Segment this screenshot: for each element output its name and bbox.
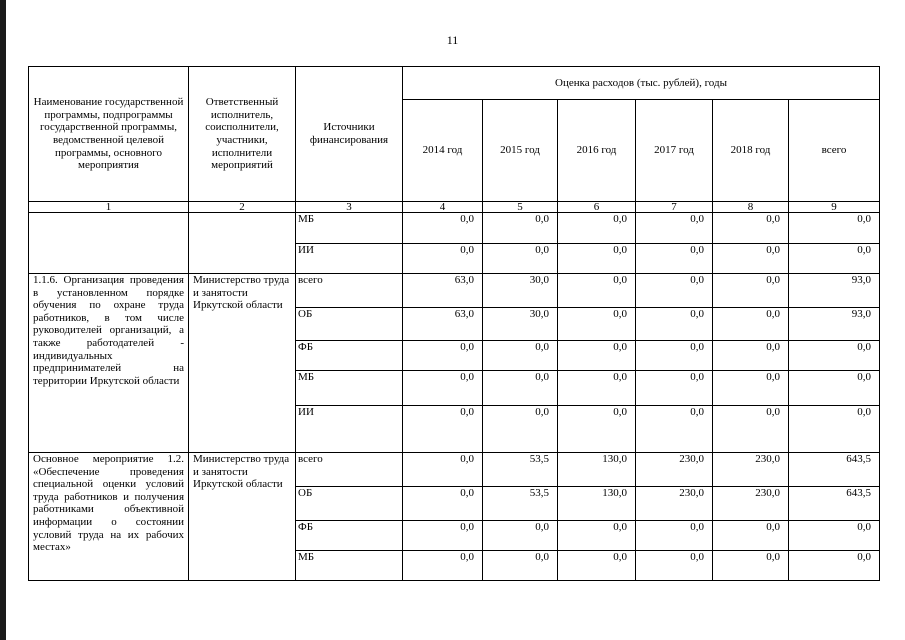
year-value-cell: 0,0 — [558, 308, 636, 341]
column-number: 3 — [296, 202, 403, 213]
header-total: всего — [789, 100, 880, 202]
year-value-cell: 0,0 — [558, 521, 636, 551]
year-value-cell: 230,0 — [713, 453, 789, 487]
column-number: 7 — [636, 202, 713, 213]
year-value-cell: 0,0 — [713, 244, 789, 274]
funding-source-cell: ФБ — [296, 521, 403, 551]
year-value-cell: 63,0 — [403, 274, 483, 308]
header-year: 2014 год — [403, 100, 483, 202]
year-value-cell: 0,0 — [483, 551, 558, 581]
total-value-cell: 0,0 — [789, 521, 880, 551]
header-source-column: Источники финансирования — [296, 67, 403, 202]
column-number: 5 — [483, 202, 558, 213]
year-value-cell: 0,0 — [558, 406, 636, 453]
year-value-cell: 63,0 — [403, 308, 483, 341]
year-value-cell: 0,0 — [558, 371, 636, 406]
year-value-cell: 0,0 — [713, 213, 789, 244]
total-value-cell: 0,0 — [789, 341, 880, 371]
total-value-cell: 643,5 — [789, 453, 880, 487]
year-value-cell: 0,0 — [558, 274, 636, 308]
table-row — [29, 274, 880, 308]
year-value-cell: 0,0 — [403, 487, 483, 521]
year-value-cell: 0,0 — [558, 244, 636, 274]
activity-name-cell: 1.1.6. Организация проведения в установленном порядке обучения по охране труда работников, в том числе руководителей организаций, а также работодателей - индивидуальных предпринимателей на территории Иркутской области — [29, 274, 189, 453]
year-value-cell: 0,0 — [403, 371, 483, 406]
year-value-cell: 0,0 — [483, 371, 558, 406]
year-value-cell: 130,0 — [558, 453, 636, 487]
total-value-cell: 0,0 — [789, 213, 880, 244]
column-number: 8 — [713, 202, 789, 213]
year-value-cell: 0,0 — [636, 308, 713, 341]
total-value-cell: 643,5 — [789, 487, 880, 521]
funding-source-cell: ИИ — [296, 244, 403, 274]
header-year: 2015 год — [483, 100, 558, 202]
year-value-cell: 0,0 — [403, 213, 483, 244]
table-row — [29, 213, 880, 244]
year-value-cell: 0,0 — [483, 521, 558, 551]
total-value-cell: 93,0 — [789, 274, 880, 308]
year-value-cell: 0,0 — [483, 406, 558, 453]
year-value-cell: 0,0 — [403, 453, 483, 487]
year-value-cell: 0,0 — [558, 551, 636, 581]
table-body — [29, 213, 880, 581]
executor-cell: Министерство труда и занятости Иркутской области — [189, 453, 296, 581]
year-value-cell: 0,0 — [713, 551, 789, 581]
total-value-cell: 93,0 — [789, 308, 880, 341]
column-number: 6 — [558, 202, 636, 213]
year-value-cell: 0,0 — [713, 371, 789, 406]
year-value-cell: 0,0 — [713, 274, 789, 308]
total-value-cell: 0,0 — [789, 551, 880, 581]
executor-cell — [189, 213, 296, 274]
year-value-cell: 53,5 — [483, 453, 558, 487]
year-value-cell: 0,0 — [713, 406, 789, 453]
activity-name-cell: Основное мероприятие 1.2. «Обеспечение проведения специальной оценки условий труда работников и получения работниками объективной информации о состоянии условий труда на их рабочих местах» — [29, 453, 189, 581]
year-value-cell: 230,0 — [713, 487, 789, 521]
funding-source-cell: всего — [296, 274, 403, 308]
year-value-cell: 0,0 — [636, 406, 713, 453]
column-number: 2 — [189, 202, 296, 213]
scan-edge — [0, 0, 6, 640]
year-value-cell: 0,0 — [636, 213, 713, 244]
year-value-cell: 0,0 — [483, 341, 558, 371]
year-value-cell: 0,0 — [636, 274, 713, 308]
year-value-cell: 0,0 — [713, 308, 789, 341]
executor-cell: Министерство труда и занятости Иркутской области — [189, 274, 296, 453]
header-year: 2016 год — [558, 100, 636, 202]
budget-table — [28, 66, 880, 581]
funding-source-cell: МБ — [296, 551, 403, 581]
year-value-cell: 130,0 — [558, 487, 636, 521]
year-value-cell: 0,0 — [636, 521, 713, 551]
column-number-row — [29, 202, 880, 213]
year-value-cell: 0,0 — [636, 551, 713, 581]
header-year: 2017 год — [636, 100, 713, 202]
funding-source-cell: МБ — [296, 371, 403, 406]
column-number: 9 — [789, 202, 880, 213]
total-value-cell: 0,0 — [789, 371, 880, 406]
header-name-column: Наименование государственной программы, подпрограммы государственной программы, ведомственной целевой программы, основного мероприятия — [29, 67, 189, 202]
column-number: 4 — [403, 202, 483, 213]
funding-source-cell: ОБ — [296, 308, 403, 341]
year-value-cell: 0,0 — [558, 213, 636, 244]
year-value-cell: 0,0 — [403, 244, 483, 274]
funding-source-cell: ОБ — [296, 487, 403, 521]
year-value-cell: 230,0 — [636, 453, 713, 487]
year-value-cell: 30,0 — [483, 274, 558, 308]
table-row — [29, 453, 880, 487]
year-value-cell: 0,0 — [483, 213, 558, 244]
year-value-cell: 0,0 — [713, 341, 789, 371]
year-value-cell: 0,0 — [483, 244, 558, 274]
header-year: 2018 год — [713, 100, 789, 202]
year-value-cell: 0,0 — [403, 551, 483, 581]
funding-source-cell: ИИ — [296, 406, 403, 453]
page-number: 11 — [446, 33, 459, 47]
funding-source-cell: всего — [296, 453, 403, 487]
year-value-cell: 0,0 — [403, 521, 483, 551]
header-estimate: Оценка расходов (тыс. рублей), годы — [403, 67, 880, 100]
year-value-cell: 0,0 — [403, 406, 483, 453]
year-value-cell: 0,0 — [636, 244, 713, 274]
year-value-cell: 0,0 — [403, 341, 483, 371]
year-value-cell: 0,0 — [713, 521, 789, 551]
header-executor-column: Ответственный исполнитель, соисполнители, участники, исполнители мероприятий — [189, 67, 296, 202]
total-value-cell: 0,0 — [789, 406, 880, 453]
year-value-cell: 53,5 — [483, 487, 558, 521]
column-number: 1 — [29, 202, 189, 213]
year-value-cell: 0,0 — [636, 371, 713, 406]
funding-source-cell: ФБ — [296, 341, 403, 371]
funding-source-cell: МБ — [296, 213, 403, 244]
year-value-cell: 0,0 — [558, 341, 636, 371]
year-value-cell: 0,0 — [636, 341, 713, 371]
activity-name-cell — [29, 213, 189, 274]
year-value-cell: 230,0 — [636, 487, 713, 521]
year-value-cell: 30,0 — [483, 308, 558, 341]
total-value-cell: 0,0 — [789, 244, 880, 274]
